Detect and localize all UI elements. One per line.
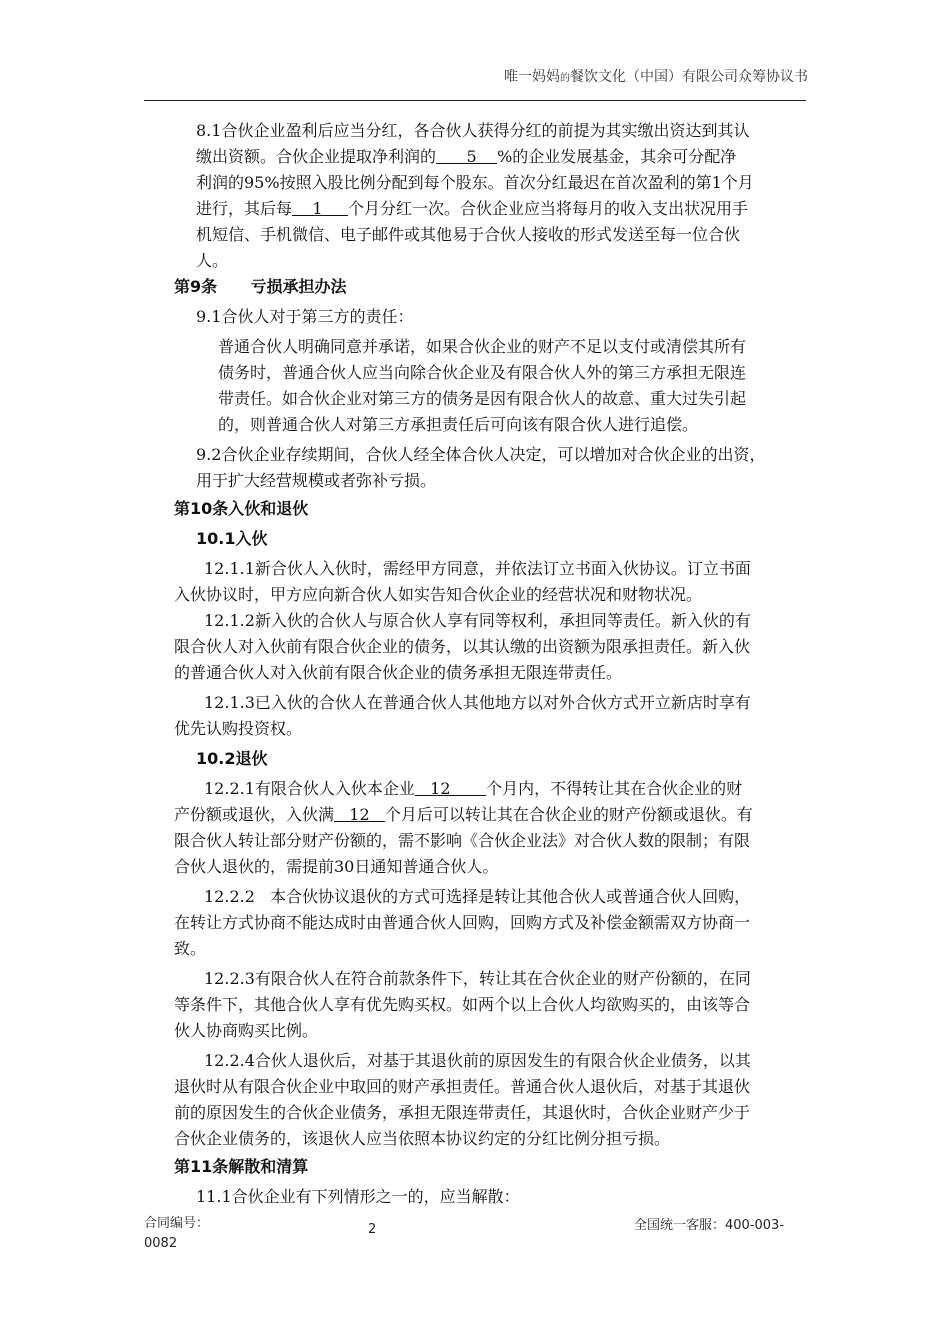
para-9-1-line-2: 债务时，普通合伙人应当向除合伙企业及有限合伙人外的第三方承担无限连	[218, 363, 747, 382]
para-8-1-line-1: 8.1合伙企业盈利后应当分红，各合伙人获得分红的前提为其实缴出资达到其认	[196, 121, 750, 140]
article-11-heading: 第11条解散和清算	[174, 1157, 309, 1176]
article-9-heading: 第9条 亏损承担办法	[174, 277, 347, 296]
para-12-1-3-line-1: 12.1.3已入伙的合伙人在普通合伙人其他地方以对外合伙方式开立新店时享有	[204, 693, 751, 712]
para-12-2-4-line-4: 合伙企业债务的，该退伙人应当依照本协议约定的分红比例分担亏损。	[174, 1129, 671, 1148]
para-12-2-1-line-4: 合伙人退伙的，需提前30日通知普通合伙人。	[174, 857, 499, 876]
para-8-1-line-4: 进行，其后每 1 个月分红一次。合伙企业应当将每月的收入支出状况用手	[196, 199, 748, 218]
para-12-2-2-line-2: 在转让方式协商不能达成时由普通合伙人回购，回购方式及补偿金额需双方协商一	[174, 913, 751, 932]
para-8-1-line-2: 缴出资额。合伙企业提取净利润的 5 %的企业发展基金，其余可分配净	[196, 147, 737, 166]
header-divider	[144, 100, 806, 101]
para-8-1-line-6: 人。	[196, 251, 229, 270]
para-9-1-line-4: 的，则普通合伙人对第三方承担责任后可向该有限合伙人进行追偿。	[218, 415, 699, 434]
contract-number-label: 合同编号：	[144, 1216, 210, 1231]
para-12-2-2-line-1: 12.2.2 本合伙协议退伙的方式可选择是转让其他合伙人或普通合伙人回购，	[204, 887, 751, 906]
para-8-1-line-5: 机短信、手机微信、电子邮件或其他易于合伙人接收的形式发送至每一位合伙	[196, 225, 741, 244]
para-12-1-3-line-2: 优先认购投资权。	[174, 719, 303, 738]
para-12-2-2-line-3: 致。	[174, 939, 207, 958]
blank-lockup-months: 12	[414, 779, 487, 798]
contract-number-value: 0082	[144, 1236, 178, 1251]
page-number: 2	[368, 1222, 377, 1237]
header-title-part-1: 唯一妈妈	[504, 69, 560, 85]
blank-dev-fund-percent: 5	[436, 147, 498, 166]
para-12-2-4-line-1: 12.2.4合伙人退伙后，对基于其退伙前的原因发生的有限合伙企业债务，以其	[204, 1051, 751, 1070]
para-12-1-2-line-2: 限合伙人对入伙前有限合伙企业的债务，以其认缴的出资额为限承担责任。新入伙	[174, 637, 751, 656]
para-9-2-line-2: 用于扩大经营规模或者弥补亏损。	[196, 471, 437, 490]
para-9-1-line-3: 带责任。如合伙企业对第三方的债务是因有限合伙人的故意、重大过失引起	[218, 389, 747, 408]
article-10-heading: 第10条入伙和退伙	[174, 499, 309, 518]
para-12-1-1-line-2: 入伙协议时，甲方应向新合伙人如实告知合伙企业的经营状况和财物状况。	[174, 585, 703, 604]
header-title-small: 的	[560, 73, 570, 84]
section-11-1-title: 11.1合伙企业有下列情形之一的，应当解散：	[196, 1187, 520, 1206]
para-12-2-1-line-1: 12.2.1有限合伙人入伙本企业 12 个月内，不得转让其在合伙企业的财	[204, 779, 743, 798]
document-header	[504, 66, 808, 86]
section-10-1-title: 10.1入伙	[196, 529, 268, 548]
para-8-1-line-3: 利润的95%按照入股比例分配到每个股东。首次分红最迟在首次盈利的第1个月	[196, 173, 754, 192]
para-12-1-2-line-3: 的普通合伙人对入伙前有限合伙企业的债务承担无限连带责任。	[174, 663, 623, 682]
para-12-2-4-line-3: 前的原因发生的合伙企业债务，承担无限连带责任，其退伙时，合伙企业财产少于	[174, 1103, 751, 1122]
para-12-1-2-line-1: 12.1.2新入伙的合伙人与原合伙人享有同等权利，承担同等责任。新入伙的有	[204, 611, 751, 630]
footer-contract-number	[144, 1214, 209, 1254]
header-title-part-2: 餐饮文化（中国）有限公司众筹协议书	[570, 69, 808, 85]
para-12-1-1-line-1: 12.1.1新合伙人入伙时，需经甲方同意，并依法订立书面入伙协议。订立书面	[204, 559, 751, 578]
section-10-2-title: 10.2退伙	[196, 749, 268, 768]
blank-dividend-interval: 1	[292, 199, 348, 218]
para-12-2-1-line-2: 产份额或退伙，入伙满 12 个月后可以转让其在合伙企业的财产份额或退伙。有	[174, 805, 753, 824]
para-9-2-line-1: 9.2合伙企业存续期间，合伙人经全体合伙人决定，可以增加对合伙企业的出资，	[196, 445, 766, 464]
para-12-2-3-line-2: 等条件下，其他合伙人享有优先购买权。如两个以上合伙人均欲购买的，由该等合	[174, 995, 751, 1014]
para-12-2-1-line-3: 限合伙人转让部分财产份额的，需不影响《合伙企业法》对合伙人数的限制；有限	[174, 831, 751, 850]
section-9-1-title: 9.1合伙人对于第三方的责任：	[196, 307, 414, 326]
footer-hotline: 全国统一客服：400-003-	[634, 1218, 785, 1233]
para-12-2-3-line-1: 12.2.3有限合伙人在符合前款条件下，转让其在合伙企业的财产份额的，在同	[204, 969, 751, 988]
blank-transfer-months: 12	[334, 805, 385, 824]
para-9-1-line-1: 普通合伙人明确同意并承诺，如果合伙企业的财产不足以支付或清偿其所有	[218, 337, 747, 356]
para-12-2-3-line-3: 伙人协商购买比例。	[174, 1021, 319, 1040]
para-12-2-4-line-2: 退伙时从有限合伙企业中取回的财产承担责任。普通合伙人退伙后，对基于其退伙	[174, 1077, 751, 1096]
